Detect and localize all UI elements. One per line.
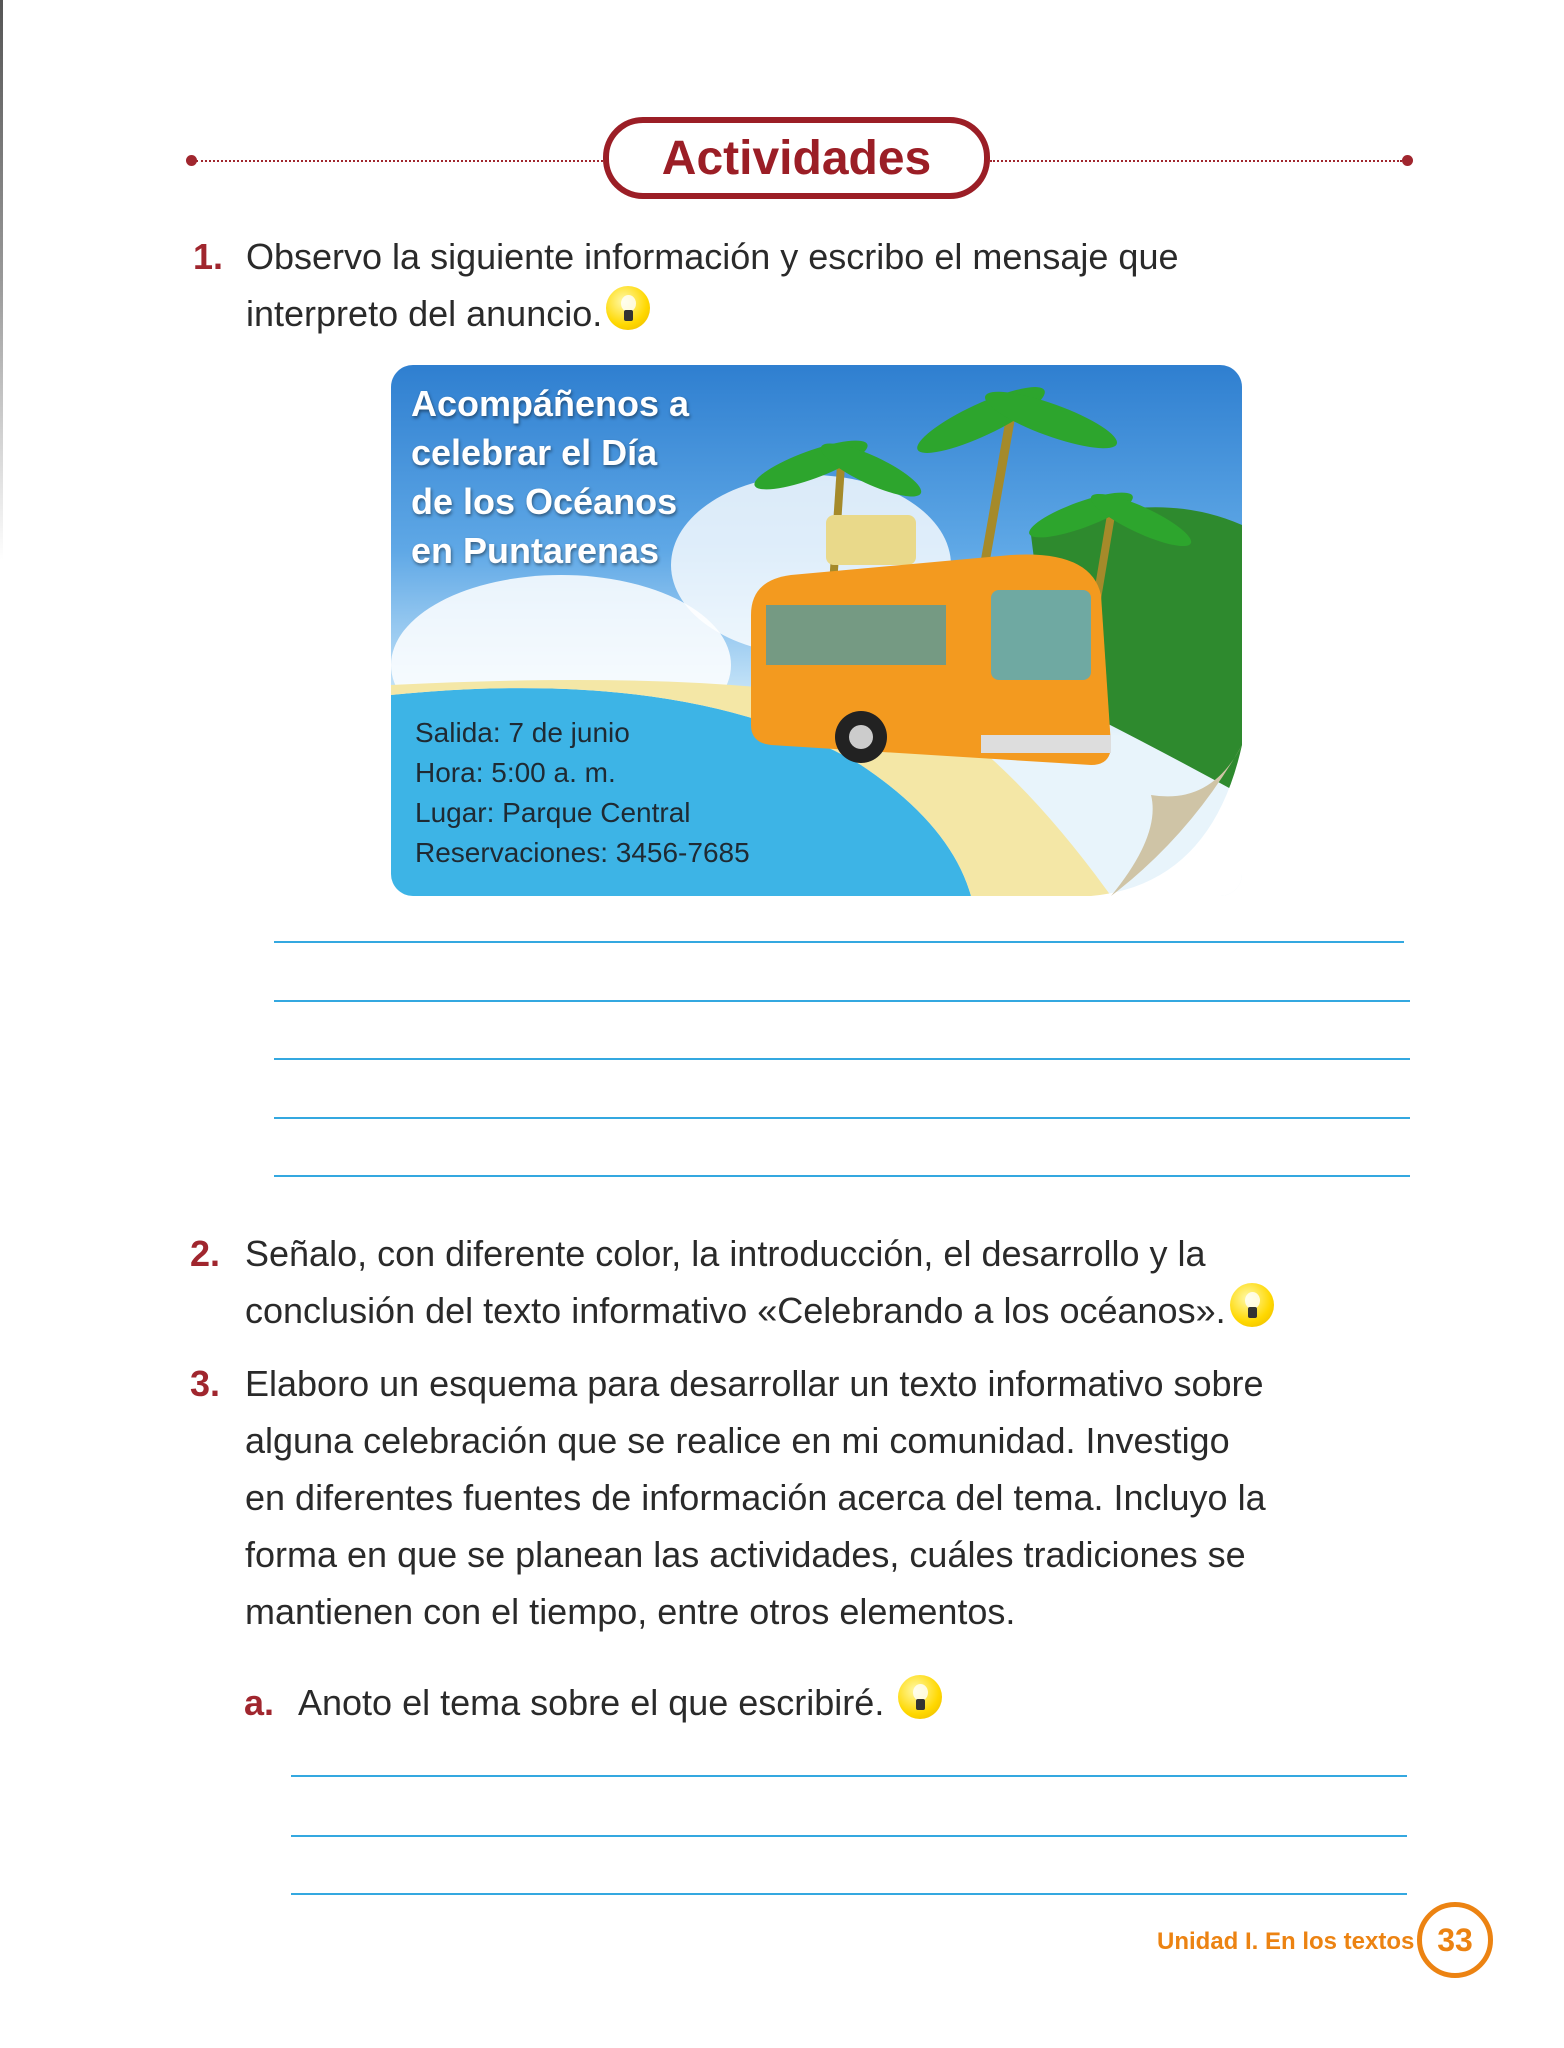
activity-3-line: mantienen con el tiempo, entre otros elementos.	[245, 1591, 1016, 1632]
lightbulb-icon	[1230, 1283, 1274, 1327]
section-title: Actividades	[603, 117, 990, 199]
activity-2-number: 2.	[190, 1233, 221, 1274]
activity-2-line-2-text: conclusión del texto informativo «Celebrando a los océanos».	[245, 1290, 1226, 1331]
activity-1-number: 1.	[193, 236, 224, 277]
page-number: 33	[1417, 1902, 1493, 1978]
lightbulb-icon	[606, 286, 650, 330]
ad-title	[411, 379, 689, 575]
activity-2-text	[245, 1225, 1274, 1339]
activity-3-line: Elaboro un esquema para desarrollar un texto informativo sobre	[245, 1363, 1264, 1404]
bus-bumper	[981, 735, 1111, 753]
activity-3-text	[245, 1355, 1266, 1640]
ad-reservations: Reservaciones: 3456-7685	[415, 837, 750, 868]
divider-line-left	[196, 160, 603, 162]
activity-3a-text	[298, 1674, 942, 1731]
page-binding-edge	[0, 0, 3, 560]
bus-hubcap	[849, 725, 873, 749]
activity-1-text	[246, 228, 1178, 342]
writing-line[interactable]	[291, 1775, 1407, 1777]
activity-3-number: 3.	[190, 1363, 221, 1404]
activity-2-line-2	[245, 1282, 1274, 1339]
bus-windshield	[991, 590, 1091, 680]
ad-title-line: Acompáñenos a	[411, 383, 690, 424]
activity-3-line: en diferentes fuentes de información acerca del tema. Incluyo la	[245, 1477, 1266, 1518]
ad-image	[391, 365, 1242, 896]
writing-line[interactable]	[274, 1117, 1410, 1119]
activity-3a-label: Anoto el tema sobre el que escribiré.	[298, 1682, 885, 1723]
bus-windows	[766, 605, 946, 665]
divider-line-right	[990, 160, 1402, 162]
activity-1-line-1: Observo la siguiente información y escribo el mensaje que	[246, 236, 1179, 277]
ad-place: Lugar: Parque Central	[415, 797, 691, 828]
activity-1-line-2	[246, 285, 1178, 342]
writing-line[interactable]	[274, 941, 1404, 943]
ad-departure: Salida: 7 de junio	[415, 717, 630, 748]
writing-line[interactable]	[274, 1058, 1410, 1060]
activity-3-line: forma en que se planean las actividades, cuáles tradiciones se	[245, 1534, 1246, 1575]
writing-line[interactable]	[291, 1893, 1407, 1895]
activity-2-line-1: Señalo, con diferente color, la introducción, el desarrollo y la	[245, 1233, 1206, 1274]
footer-unit: Unidad I. En los textos	[1157, 1928, 1415, 1955]
ad-title-line: celebrar el Día	[411, 432, 658, 473]
luggage	[826, 515, 916, 565]
lightbulb-icon	[898, 1675, 942, 1719]
activity-3-line: alguna celebración que se realice en mi comunidad. Investigo	[245, 1420, 1230, 1461]
ad-time: Hora: 5:00 a. m.	[415, 757, 616, 788]
activity-3a-letter: a.	[244, 1682, 275, 1723]
divider-dot-right	[1402, 155, 1413, 166]
ad-title-line: de los Océanos	[411, 481, 678, 522]
ad-info	[415, 713, 750, 873]
writing-line[interactable]	[274, 1175, 1410, 1177]
writing-line[interactable]	[274, 1000, 1410, 1002]
activity-1-line-2-text: interpreto del anuncio.	[246, 293, 603, 334]
ad-title-line: en Puntarenas	[411, 530, 660, 571]
writing-line[interactable]	[291, 1835, 1407, 1837]
